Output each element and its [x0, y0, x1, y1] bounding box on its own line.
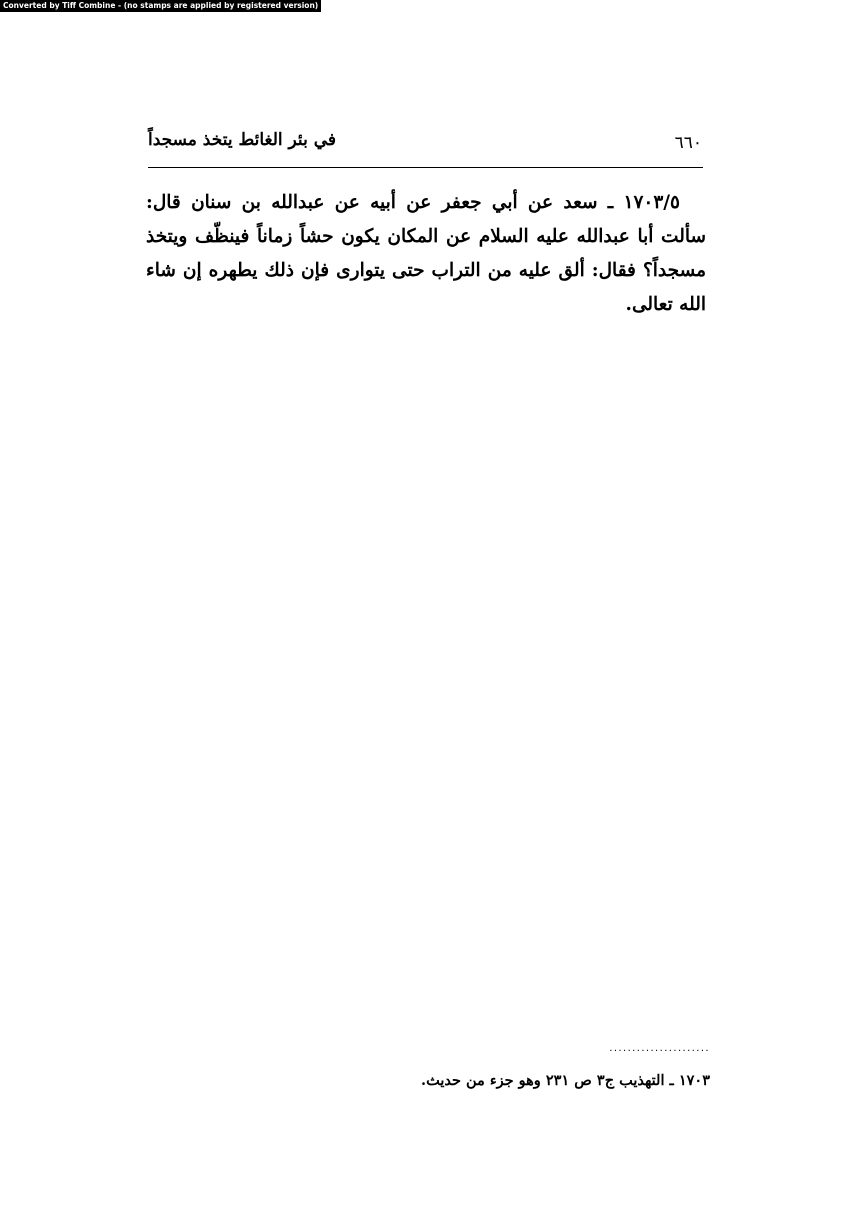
running-title: في بئر الغائط يتخذ مسجداً — [148, 130, 337, 150]
header-rule — [148, 167, 703, 168]
main-text — [146, 186, 706, 322]
converter-stamp: Converted by Tiff Combine - (no stamps are applied by registered version) — [0, 0, 321, 12]
footnote-separator: ...................... — [609, 1044, 710, 1054]
page-number: ٦٦٠ — [674, 133, 702, 153]
hadith-paragraph: ١٧٠٣/٥ ـ سعد عن أبي جعفر عن أبيه عن عبدالله بن سنان قال: سألت أبا عبدالله عليه السلام عن المكان يكون حشاً زماناً فينظّف ويتخذ مسجداً؟ فقال: ألق عليه من التراب حتى يتوارى فإن ذلك يطهره إن شاء الله تعالى. — [146, 192, 706, 315]
footnote: ١٧٠٣ ـ التهذيب ج٣ ص ٢٣١ وهو جزء من حديث. — [421, 1072, 710, 1089]
